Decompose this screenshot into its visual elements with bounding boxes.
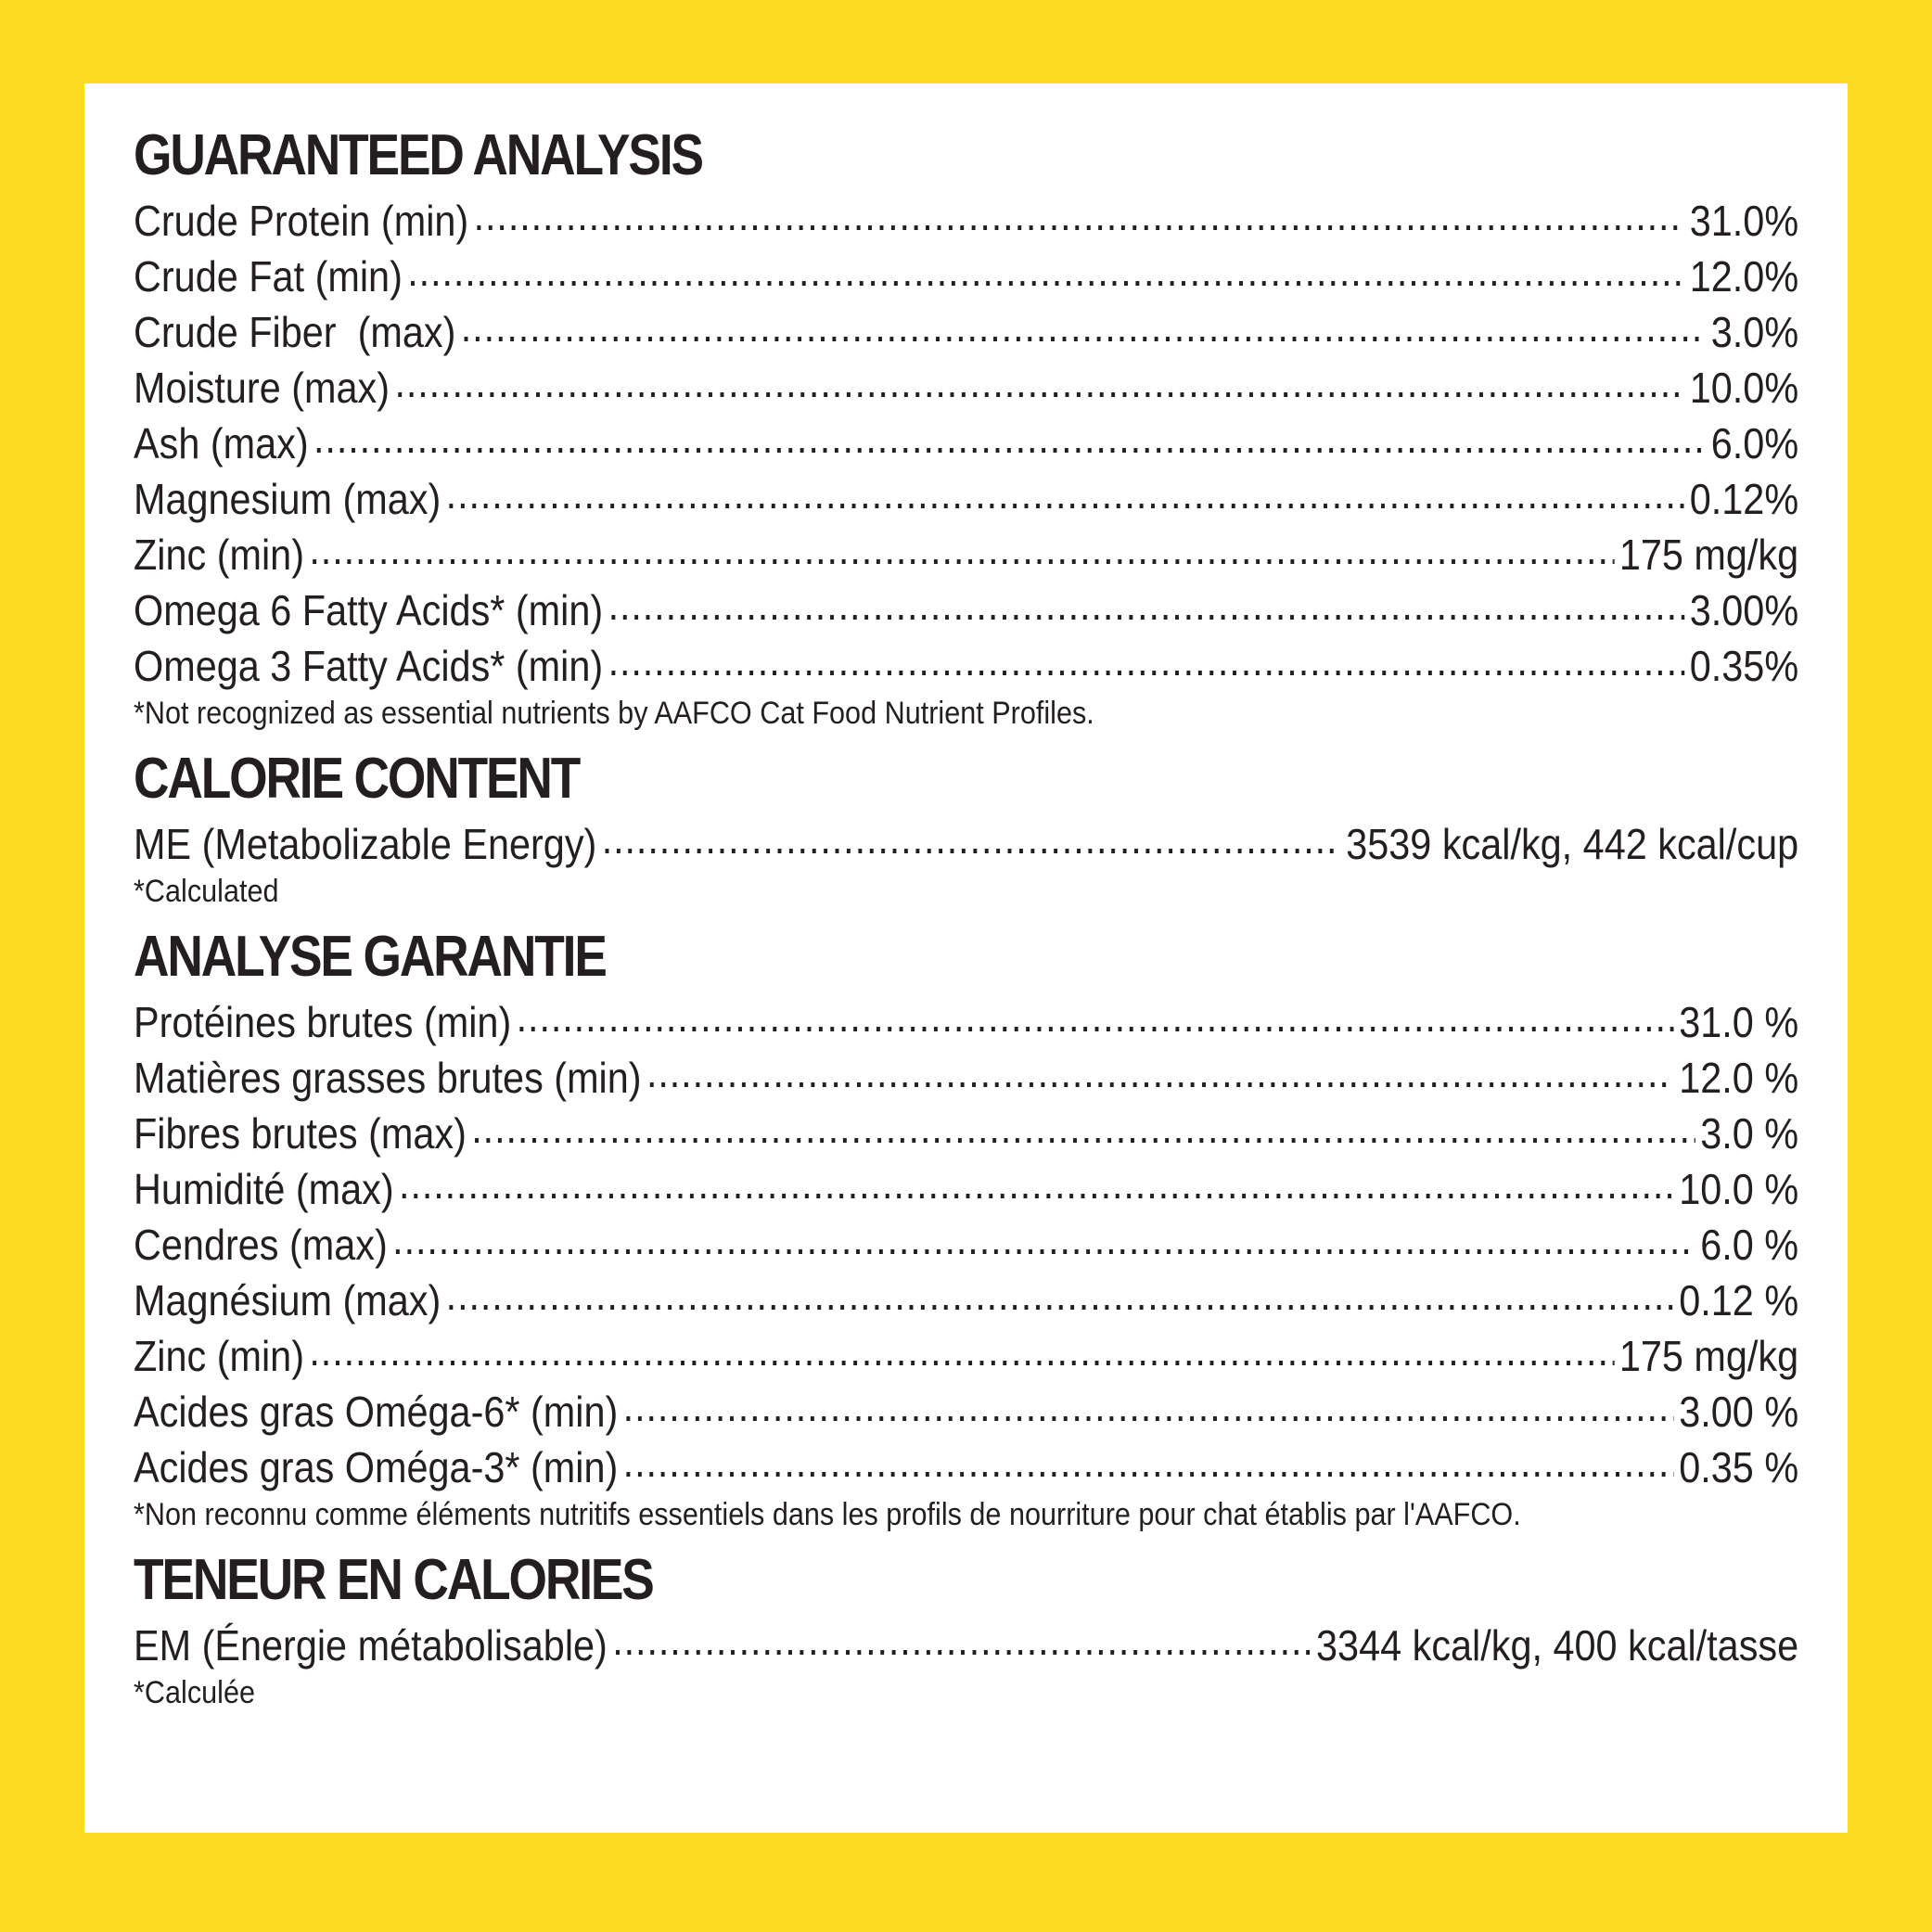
nutrient-value: 10.0% (1689, 364, 1799, 412)
nutrient-value: 0.35% (1689, 642, 1799, 690)
nutrient-row (134, 994, 1798, 1050)
dot-leader (392, 1217, 1695, 1260)
nutrient-label: Zinc (min) (134, 531, 305, 579)
nutrient-value: 6.0% (1710, 419, 1799, 467)
dot-leader (646, 1050, 1674, 1093)
calorie-label: EM (Énergie métabolisable) (134, 1621, 608, 1670)
nutrient-label: Cendres (max) (134, 1221, 388, 1269)
nutrient-label: Crude Fat (min) (134, 252, 403, 301)
nutrient-value: 6.0 % (1700, 1221, 1799, 1269)
nutrient-row (134, 1161, 1798, 1217)
nutrient-row (134, 416, 1798, 471)
dot-leader (399, 1161, 1674, 1204)
nutrient-value: 3.0 % (1700, 1109, 1799, 1158)
calorie-value: 3344 kcal/kg, 400 kcal/tasse (1316, 1621, 1799, 1670)
dot-leader (608, 638, 1685, 681)
nutrient-label: Omega 3 Fatty Acids* (min) (134, 642, 604, 690)
dot-leader (517, 994, 1674, 1037)
calorie-value: 3539 kcal/kg, 442 kcal/cup (1346, 820, 1799, 868)
nutrient-row (134, 360, 1798, 416)
guaranteed-analysis-list (134, 193, 1798, 694)
nutrient-value: 0.12% (1689, 475, 1799, 523)
spacer (134, 733, 1798, 742)
dot-leader (407, 249, 1684, 291)
nutrient-row (134, 249, 1798, 304)
guaranteed-analysis-heading: GUARANTEED ANALYSIS (134, 123, 702, 187)
dot-leader (394, 360, 1684, 403)
dot-leader (612, 1618, 1311, 1660)
nutrient-label: Ash (max) (134, 419, 309, 467)
nutrient-row (134, 1273, 1798, 1328)
dot-leader (446, 471, 1685, 514)
nutrient-value: 3.0% (1710, 308, 1799, 356)
nutrient-label: Matières grasses brutes (min) (134, 1054, 642, 1102)
dot-leader (313, 416, 1706, 458)
nutrient-value: 3.00% (1689, 586, 1799, 634)
nutrient-row (134, 1106, 1798, 1161)
calorie-row (134, 816, 1798, 872)
nutrient-value: 12.0% (1689, 252, 1799, 301)
nutrient-row (134, 1050, 1798, 1106)
nutrient-label: Zinc (min) (134, 1332, 305, 1380)
nutrient-row (134, 1439, 1798, 1495)
nutrient-label: Fibres brutes (max) (134, 1109, 467, 1158)
nutrient-value: 12.0 % (1679, 1054, 1799, 1102)
calorie-content-footnote: *Calculated (134, 874, 279, 909)
dot-leader (309, 527, 1614, 569)
calorie-content-heading: CALORIE CONTENT (134, 747, 580, 811)
nutrient-row (134, 638, 1798, 694)
guaranteed-analysis-footnote: *Not recognized as essential nutrients by AAFCO Cat Food Nutrient Profiles. (134, 696, 1094, 731)
nutrient-label: Acides gras Oméga-6* (min) (134, 1388, 619, 1436)
nutrient-row (134, 582, 1798, 638)
nutrient-row (134, 471, 1798, 527)
nutrient-value: 3.00 % (1679, 1388, 1799, 1436)
nutrient-label: Crude Fiber (max) (134, 308, 456, 356)
nutrient-value: 31.0% (1689, 197, 1799, 245)
calorie-label: ME (Metabolizable Energy) (134, 820, 597, 868)
nutrient-value: 10.0 % (1679, 1165, 1799, 1213)
nutrient-value: 0.12 % (1679, 1276, 1799, 1324)
dot-leader (623, 1384, 1674, 1427)
nutrient-row (134, 193, 1798, 249)
nutrient-label: Magnesium (max) (134, 475, 441, 523)
teneur-en-calories-footnote: *Calculée (134, 1675, 255, 1710)
dot-leader (471, 1106, 1695, 1148)
nutrient-label: Omega 6 Fatty Acids* (min) (134, 586, 604, 634)
analyse-garantie-heading: ANALYSE GARANTIE (134, 925, 606, 989)
nutrient-value: 175 mg/kg (1619, 1332, 1799, 1380)
nutrient-row (134, 1217, 1798, 1273)
nutrient-label: Magnésium (max) (134, 1276, 441, 1324)
nutrient-row (134, 527, 1798, 582)
nutrient-row (134, 1384, 1798, 1439)
nutrient-value: 0.35 % (1679, 1443, 1799, 1491)
spacer (134, 911, 1798, 920)
nutrient-row (134, 304, 1798, 360)
calorie-row (134, 1618, 1798, 1673)
dot-leader (602, 816, 1341, 859)
analyse-garantie-list (134, 994, 1798, 1495)
dot-leader (474, 193, 1685, 236)
nutrient-row (134, 1328, 1798, 1384)
nutrient-label: Protéines brutes (min) (134, 998, 512, 1046)
dot-leader (623, 1439, 1674, 1482)
nutrient-value: 31.0 % (1679, 998, 1799, 1046)
nutrient-label: Acides gras Oméga-3* (min) (134, 1443, 619, 1491)
dot-leader (309, 1328, 1614, 1371)
dot-leader (446, 1273, 1674, 1315)
dot-leader (461, 304, 1707, 347)
dot-leader (608, 582, 1685, 625)
spacer (134, 1534, 1798, 1543)
nutrition-panel (84, 83, 1848, 1833)
teneur-en-calories-heading: TENEUR EN CALORIES (134, 1548, 653, 1612)
nutrient-label: Moisture (max) (134, 364, 390, 412)
nutrient-value: 175 mg/kg (1619, 531, 1799, 579)
analyse-garantie-footnote: *Non reconnu comme éléments nutritifs essentiels dans les profils de nourriture pour chat établis par l'AAFCO. (134, 1497, 1521, 1532)
nutrient-label: Humidité (max) (134, 1165, 394, 1213)
nutrient-label: Crude Protein (min) (134, 197, 469, 245)
